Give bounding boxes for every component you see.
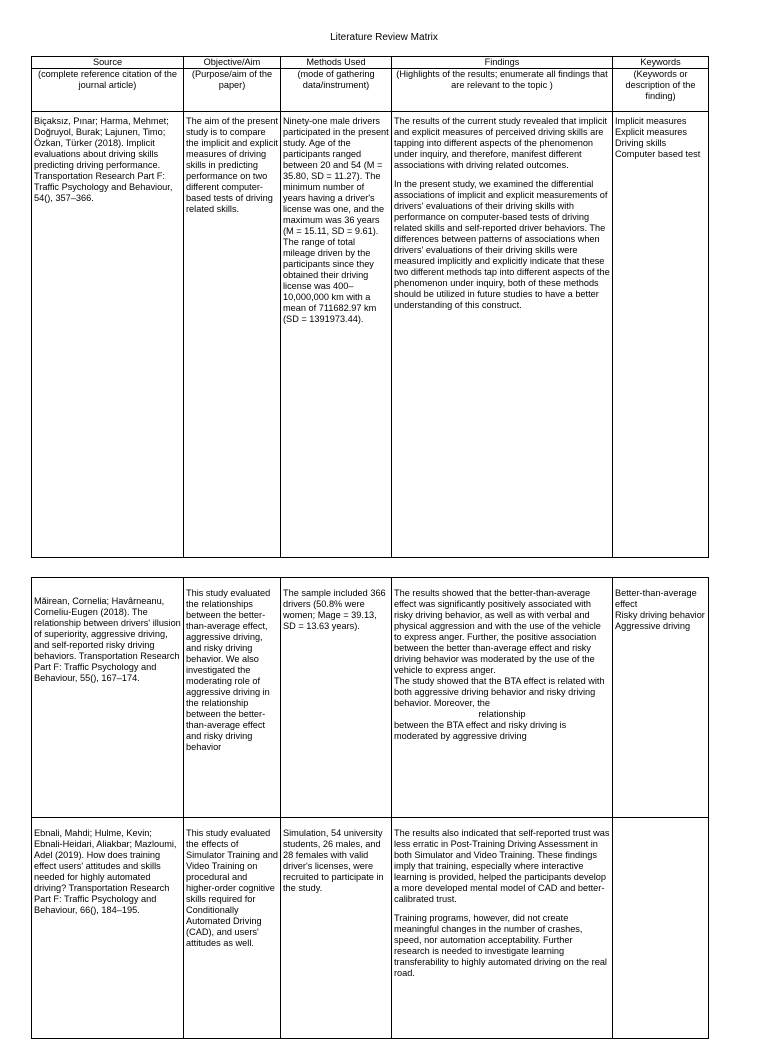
literature-matrix-table xyxy=(31,56,709,558)
objective-cell: This study evaluated the relationships between the better-than-average effect, aggressive driving, and risky driving behavior. We also investigated the moderating role of aggressive driving in the relationship between the better-than-average effect and risky driving behavior xyxy=(184,578,281,818)
keyword-item: Risky driving behavior xyxy=(615,610,705,620)
subheader-source: (complete reference citation of the journal article) xyxy=(32,69,184,112)
keyword-item: Driving skills xyxy=(615,138,667,148)
findings-paragraph: The study showed that the BTA effect is related with both aggressive driving behavior and risky driving behavior. Moreover, the xyxy=(394,676,605,708)
header-source: Source xyxy=(32,57,184,69)
table-row xyxy=(32,112,709,558)
header-keywords: Keywords xyxy=(613,57,709,69)
header-methods: Methods Used xyxy=(281,57,392,69)
objective-cell: This study evaluated the effects of Simulator Training and Video Training on procedural and higher-order cognitive skills required for Conditionally Automated Driving (CAD), and users' attitudes as well. xyxy=(184,818,281,1039)
subheader-keywords: (Keywords or description of the finding) xyxy=(613,69,709,112)
source-cell: Ebnali, Mahdi; Hulme, Kevin; Ebnali-Heidari, Aliakbar; Mazloumi, Adel (2019). How does training effect users' attitudes and skills needed for highly automated driving? Transportation Research Part F: Traffic Psychology and Behaviour, 66(), 184–195. xyxy=(32,818,184,1039)
source-cell: Măirean, Cornelia; Havârneanu, Corneliu-Eugen (2018). The relationship between drivers' illusion of superiority, aggressive driving, and self-reported risky driving behaviors. Transportation Research Part F: Traffic Psychology and Behaviour, 55(), 167–174. xyxy=(32,578,184,818)
keyword-item: Computer based test xyxy=(615,149,701,159)
source-cell: Biçaksız, Pınar; Harma, Mehmet; Doğruyol, Burak; Lajunen, Timo; Özkan, Türker (2018). Implicit evaluations about driving skills predicting driving performance. Transportation Research Part F: Traffic Psychology and Behaviour, 54(), 357–366. xyxy=(32,112,184,558)
findings-cell xyxy=(392,112,613,558)
table-row xyxy=(32,818,709,1039)
methods-cell: Ninety-one male drivers participated in the present study. Age of the participants ranged between 20 and 54 (M = 35.80, SD = 11.27). The minimum number of years having a driver's license was one, and the maximum was 36 years (M = 15.11, SD = 9.61). The range of total mileage driven by the participants since they obtained their driving license was 400–10,000,000 km with a mean of 711682.97 km (SD = 1391973.44). xyxy=(281,112,392,558)
header-row xyxy=(32,57,709,69)
methods-cell: The sample included 366 drivers (50.8% were women; Mage = 39.13, SD = 13.63 years). xyxy=(281,578,392,818)
methods-cell: Simulation, 54 university students, 26 males, and 28 females with valid driver's licenses, were recruited to participate in the study. xyxy=(281,818,392,1039)
header-objective: Objective/Aim xyxy=(184,57,281,69)
subheader-row xyxy=(32,69,709,112)
keyword-item: Better-than-average effect xyxy=(615,588,697,609)
subheader-findings: (Highlights of the results; enumerate all findings that are relevant to the topic ) xyxy=(392,69,613,112)
findings-paragraph: The results of the current study revealed that implicit and explicit measures of perceived driving skills are tapping into different aspects of the phenomenon under inquiry, and therefore, manifest different associations with driving related outcomes. xyxy=(394,116,607,170)
findings-cell xyxy=(392,578,613,818)
table-row xyxy=(32,578,709,818)
keywords-cell xyxy=(613,818,709,1039)
findings-cell xyxy=(392,818,613,1039)
findings-line: relationship xyxy=(478,709,526,719)
findings-paragraph: In the present study, we examined the differential associations of implicit and explicit measurements of drivers' evaluations of their driving skills with performance on computer-based tests of driving related skills and self-reported driver behaviors. The differences between patterns of associations when drivers' evaluations of their driving skills were measured implicitly and explicitly indicate that these two different methods tap into different aspects of the phenomenon under inquiry, both of these methods should be utilized in future studies to have a better understanding of this construct. xyxy=(394,179,610,310)
subheader-objective: (Purpose/aim of the paper) xyxy=(184,69,281,112)
keyword-item: Explicit measures xyxy=(615,127,687,137)
findings-paragraph: The results showed that the better-than-average effect was significantly positively associated with risky driving behavior, as well as with verbal and physical aggression and with the use of the vehicle to express anger. Further, the positive association between the better than-average effect and risky driving behavior was moderated by the use of the vehicle to express anger. xyxy=(394,588,601,675)
keyword-item: Implicit measures xyxy=(615,116,687,126)
header-findings: Findings xyxy=(392,57,613,69)
findings-paragraph: Training programs, however, did not create meaningful changes in the number of crashes, speed, nor automation acceptability. Further research is needed to investigate learning transferability to highly automated driving on the real road. xyxy=(394,913,607,978)
findings-line: between the BTA effect and risky driving is moderated by aggressive driving xyxy=(394,720,567,741)
objective-cell: The aim of the present study is to compare the implicit and explicit measures of driving skills in predicting performance on two different computer-based tests of driving related skills. xyxy=(184,112,281,558)
subheader-methods: (mode of gathering data/instrument) xyxy=(281,69,392,112)
keyword-item: Aggressive driving xyxy=(615,621,691,631)
findings-paragraph: The results also indicated that self-reported trust was less erratic in Post-Training Driving Assessment in both Simulator and Video Training. These findings imply that training, especially where interactive learning is provided, helped the participants develop a more developed mental model of CAD and better-calibrated trust. xyxy=(394,828,610,904)
keywords-cell xyxy=(613,578,709,818)
literature-matrix-table-continued xyxy=(31,577,709,1039)
page-title: Literature Review Matrix xyxy=(330,32,438,43)
keywords-cell xyxy=(613,112,709,558)
